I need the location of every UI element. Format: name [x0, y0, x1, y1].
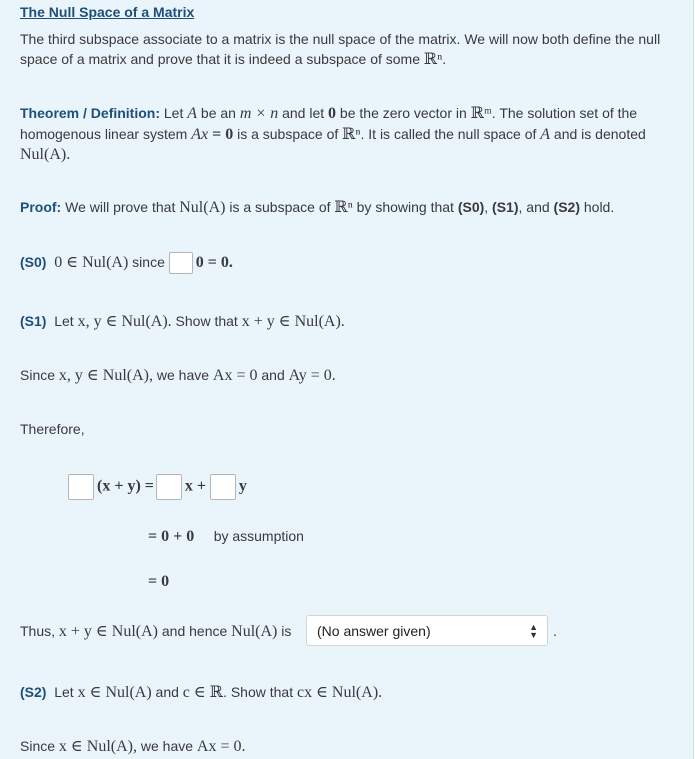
intro-line-2: space of a matrix and prove that it is indeed a subspace of some ℝⁿ.	[20, 51, 447, 68]
theorem-line-2: homogenous linear system Ax = 0 is a subspace of ℝⁿ. It is called the null space of A and is denoted	[20, 126, 646, 143]
equation-line-2: = 0 + 0 by assumption	[148, 528, 304, 545]
s0-answer-input[interactable]	[169, 252, 193, 274]
therefore-label: Therefore,	[20, 421, 85, 437]
theorem-line-3: Nul(A).	[20, 146, 71, 163]
thus-line: Thus, x + y ∈ Nul(A) and hence Nul(A) is	[20, 623, 292, 640]
s2-step: (S2) Let x ∈ Nul(A) and c ∈ ℝ. Show that cx ∈ Nul(A).	[20, 684, 383, 701]
s2-since-line: Since x ∈ Nul(A), we have Ax = 0.	[20, 738, 246, 755]
equation-line-3: = 0	[148, 573, 170, 590]
theorem-line-1: Theorem / Definition: Let A be an m × n and let 0 be the zero vector in ℝᵐ. The solution set of the	[20, 105, 638, 122]
equation-line-1: (x + y) = x + y	[68, 474, 247, 500]
s1-since-line: Since x, y ∈ Nul(A), we have Ax = 0 and Ay = 0.	[20, 367, 336, 384]
intro-paragraph	[20, 29, 660, 70]
eq1-box-2-input[interactable]	[156, 474, 182, 500]
answer-select[interactable]: (No answer given) ▲ ▼	[306, 615, 548, 646]
theorem-definition	[20, 103, 646, 165]
eq1-box-3-input[interactable]	[210, 474, 236, 500]
proof-intro: Proof: We will prove that Nul(A) is a subspace of ℝⁿ by showing that (S0), (S1), and (S2) hold.	[20, 199, 615, 216]
select-arrows-icon: ▲ ▼	[529, 622, 538, 640]
eq1-box-1-input[interactable]	[68, 474, 94, 500]
thus-period: .	[553, 623, 557, 639]
s0-step: (S0) 0 ∈ Nul(A) since 0 = 0.	[20, 252, 233, 274]
s1-step: (S1) Let x, y ∈ Nul(A). Show that x + y ∈ Nul(A).	[20, 313, 345, 330]
intro-line-1: The third subspace associate to a matrix is the null space of the matrix. We will now both define the null	[20, 31, 661, 47]
page-title: The Null Space of a Matrix	[20, 4, 195, 20]
